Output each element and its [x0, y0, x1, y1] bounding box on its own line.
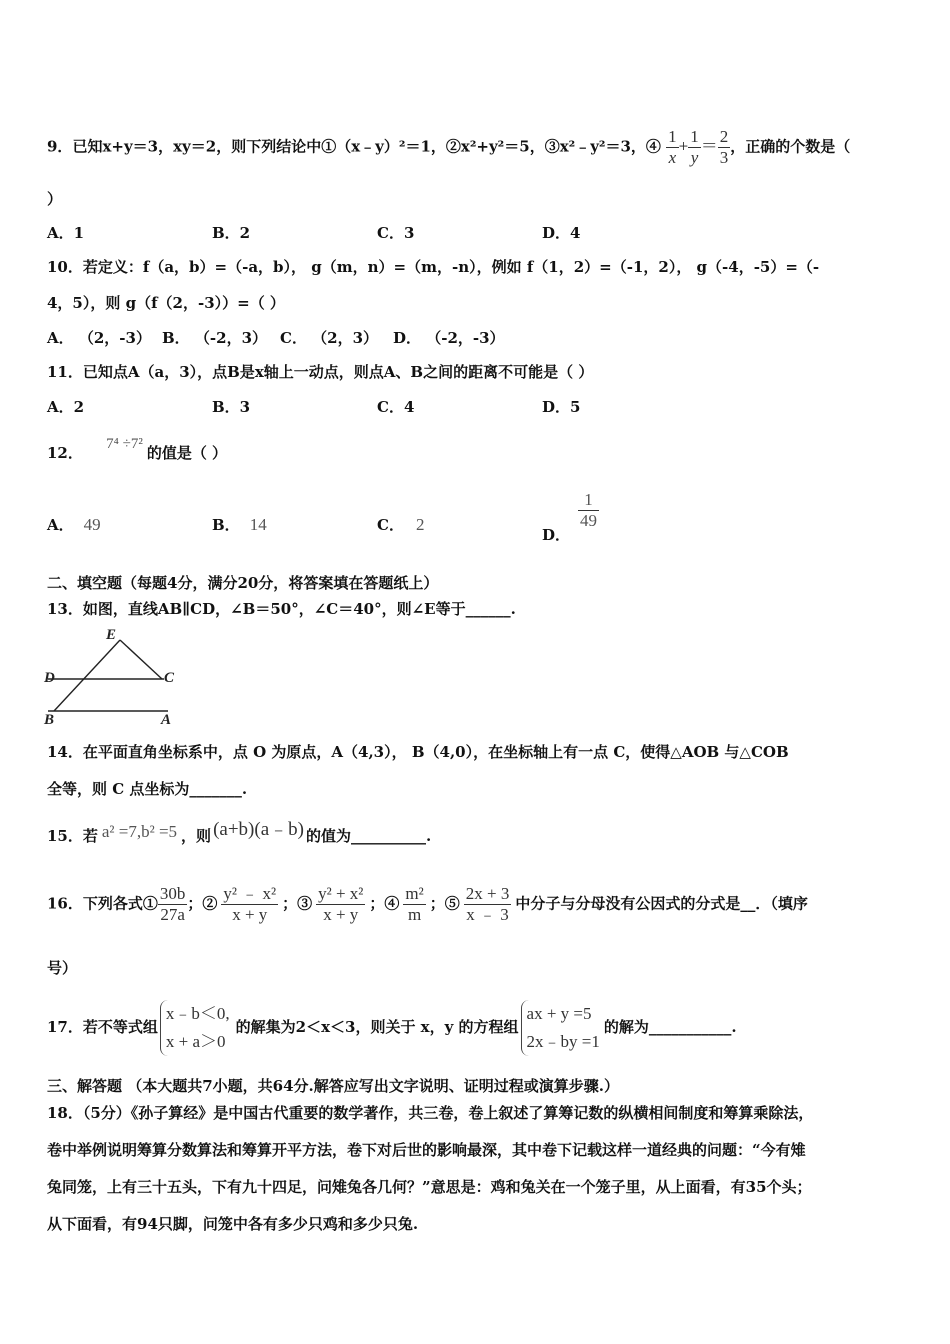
q14-line-1: 14．在平面直角坐标系中，点 O 为原点，A（4,3）， B（4,0），在坐标轴上有一点 C，使得△AOB 与△COB: [47, 743, 789, 761]
q15-tail: 的值为__________.: [305, 827, 432, 845]
q12-line: [47, 436, 228, 464]
label-c: C: [164, 670, 175, 686]
q9-fraction-2: $\frac{1}{y}$: [690, 127, 699, 167]
q14-line-2: 全等，则 C 点坐标为_______.: [47, 780, 248, 798]
q17-equation-1: ax + y =5: [526, 1004, 592, 1023]
q12-option-a-value: 49: [83, 515, 101, 534]
q16-fraction-4: $\frac{\text{m²}}{m}$: [405, 884, 424, 924]
q17-equation-system: [521, 1000, 600, 1056]
q11-option-b: B．3: [212, 398, 251, 416]
q12-option-a: [47, 515, 101, 535]
q10-line-2: 4，5），则 g（f（2，-3））=（ ）: [47, 294, 285, 312]
q16-line: [47, 884, 808, 925]
q18-line-2: 卷中举例说明筹算分数算法和筹算开平方法，卷下对后世的影响最深，其中卷下记载这样一道经典的问题：“今有雉: [47, 1141, 806, 1159]
q17-inequality-1: x﹣b＜0,: [165, 1004, 230, 1023]
q15-line: [47, 819, 432, 846]
q10-option-d: D． （-2，-3）: [393, 329, 505, 347]
q10-option-b: B． （-2，3）: [162, 329, 268, 347]
q9-option-b: B．2: [212, 224, 251, 242]
q12-option-c: [377, 515, 424, 535]
q9-line: [47, 127, 850, 168]
q9-fraction-3: $\frac{2}{3}$: [719, 127, 729, 167]
q17-tail: 的解为___________.: [603, 1018, 737, 1036]
line-be: [54, 640, 120, 711]
q17-line: [47, 1000, 737, 1056]
q17-equation-2: 2x﹣by =1: [526, 1032, 600, 1051]
label-d: D: [44, 670, 55, 686]
q9-statements: ，则下列结论中①（x﹣y）²＝1，②x²+y²＝5，③x²﹣y²＝3，④: [216, 137, 661, 156]
q12-option-d-label: D．: [542, 525, 571, 544]
q18-line-1: 18．（5分）《孙子算经》是中国古代重要的数学著作，共三卷，卷上叙述了算筹记数的纵横相间制度和筹算乘除法，: [47, 1104, 814, 1122]
q9-close: ）: [47, 190, 63, 208]
label-e: E: [106, 627, 117, 643]
q15-prefix: 15．若: [47, 827, 98, 845]
q11-text: 11．已知点A（a，3），点B是x轴上一动点，则点A、B之间的距离不可能是（ ）: [47, 363, 594, 381]
q12-tail: 的值是（ ）: [146, 444, 228, 462]
label-a: A: [161, 712, 172, 728]
q17-prefix: 17．若不等式组: [47, 1018, 158, 1036]
q17-inequality-2: x + a＞0: [165, 1032, 226, 1051]
label-b: B: [44, 712, 55, 728]
q9-number: 9．: [47, 137, 73, 156]
q11-option-c: C．4: [377, 398, 415, 416]
q15-expression: (a+b)(a﹣b): [213, 819, 304, 840]
q13-figure: [40, 625, 190, 730]
q10-option-c: C． （2，3）: [280, 329, 379, 347]
q16-sep-2: ；②: [187, 894, 218, 913]
q17-mid: 的解集为2＜x＜3，则关于 x，y 的方程组: [235, 1018, 519, 1036]
section-2-title: 二、填空题（每题4分，满分20分，将答案填在答题纸上）: [47, 574, 439, 592]
q12-option-b-value: 14: [249, 515, 267, 534]
q15-mid: ，则: [181, 827, 212, 845]
q12-number: 12．: [47, 444, 83, 462]
q12-option-c-value: 2: [415, 515, 425, 534]
q9-question: ，正确的个数是（: [730, 137, 851, 156]
q12-option-d-fraction: $\frac{1}{49}$: [580, 490, 598, 530]
q16-tail: 中分子与分母没有公因式的分式是__．（填序: [515, 894, 808, 913]
q17-inequality-system: [160, 1000, 230, 1056]
q15-condition: a² =7,b² =5: [101, 822, 178, 841]
q16-fraction-1: $\frac{30b}{27a}$: [159, 884, 186, 924]
q16-fraction-2: $\frac{\text{y² ﹣ x²}}{x + y}$: [223, 884, 277, 924]
q9-fraction-1: $\frac{1}{x}$: [668, 127, 677, 167]
q9-prefix: 已知: [72, 137, 103, 156]
q9-plus: +: [678, 136, 689, 156]
q10-option-a: A． （2，-3）: [47, 329, 151, 347]
section-3-title: 三、解答题 （本大题共7小题，共64分.解答应写出文字说明、证明过程或演算步骤.）: [47, 1077, 619, 1095]
q12-option-b: [212, 515, 267, 535]
q16-sep-4: ；④: [369, 894, 400, 913]
q16-sep-3: ；③: [282, 894, 313, 913]
q11-option-d: D．5: [542, 398, 581, 416]
q16-fraction-5: $\frac{2x + 3}{x ﹣ 3}$: [465, 884, 510, 924]
q16-prefix: 16．下列各式①: [47, 894, 158, 913]
q9-option-a: A．1: [47, 224, 85, 242]
q12-option-d: [542, 490, 599, 544]
q12-option-c-label: C．: [377, 516, 404, 534]
q10-line-1: 10．若定义：f（a，b）=（-a，b）， g（m，n）=（m，-n），例如 f（1，2）=（-1，2）， g（-4，-5）=（-: [47, 258, 820, 276]
q18-line-4: 从下面看，有94只脚，问笼中各有多少只鸡和多少只兔.: [47, 1215, 419, 1233]
q12-option-a-label: A．: [47, 516, 74, 534]
q16-line-2: 号）: [47, 959, 78, 977]
q12-expression: 7⁴ ÷7²: [106, 436, 143, 452]
q9-option-c: C．3: [377, 224, 415, 242]
q16-fraction-3: $\frac{\text{y² + x²}}{x + y}$: [318, 884, 364, 924]
q12-option-b-label: B．: [212, 516, 240, 534]
q9-equals: ＝: [700, 136, 718, 156]
line-ec: [120, 640, 162, 679]
q18-line-3: 兔同笼，上有三十五头，下有九十四足，问雉兔各几何？”意思是：鸡和兔关在一个笼子里，从上面看，有35个头；: [47, 1178, 812, 1196]
q11-option-a: A．2: [47, 398, 85, 416]
q9-condition: x+y＝3，xy＝2: [102, 137, 217, 156]
q9-option-d: D．4: [542, 224, 581, 242]
q16-sep-5: ；⑤: [429, 894, 460, 913]
q13-text: 13．如图，直线AB∥CD，∠B＝50°，∠C＝40°，则∠E等于______.: [47, 600, 516, 618]
